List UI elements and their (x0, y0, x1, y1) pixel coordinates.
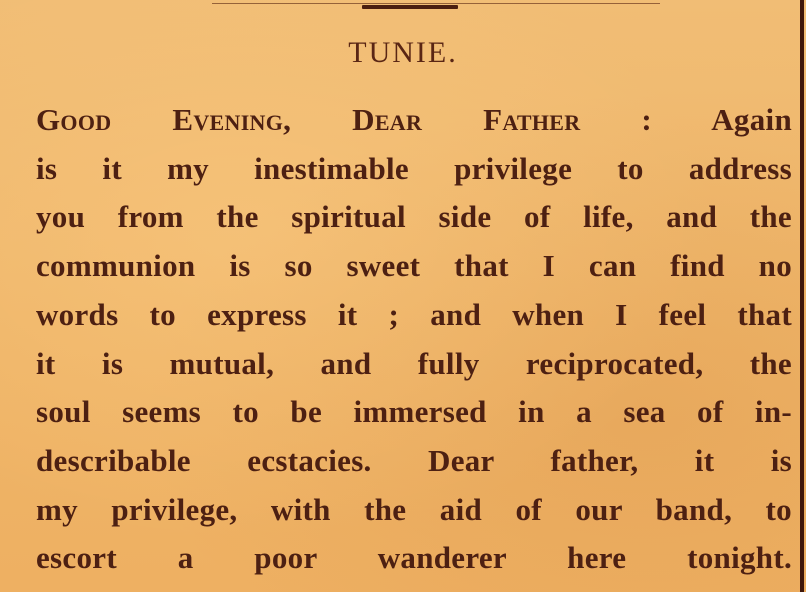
top-rule (212, 3, 660, 4)
text-line-5: words to express it ; and when I feel that (36, 296, 792, 332)
text-line-1-rest: Again (711, 102, 792, 137)
text-line-9: my privilege, with the aid of our band, to (36, 491, 792, 527)
text-line-2: is it my inestimable privilege to address (36, 150, 792, 186)
text-line-1 (36, 96, 792, 145)
text-line-10: escort a poor wanderer here tonight. (36, 540, 792, 576)
article-title: TUNIE. (348, 36, 458, 69)
text-line-4: communion is so sweet that I can find no (36, 248, 792, 284)
text-line-6: it is mutual, and fully reciprocated, the (36, 345, 792, 381)
column-border (800, 0, 804, 592)
text-line-3: you from the spiritual side of life, and the (36, 199, 792, 235)
top-rule-accent (362, 5, 458, 9)
article-body (36, 96, 792, 583)
text-line-8: describable ecstacies. Dear father, it is (36, 442, 792, 478)
text-line-7: soul seems to be immersed in a sea of in- (36, 394, 792, 430)
salutation: Good Evening, Dear Father : (36, 102, 653, 137)
